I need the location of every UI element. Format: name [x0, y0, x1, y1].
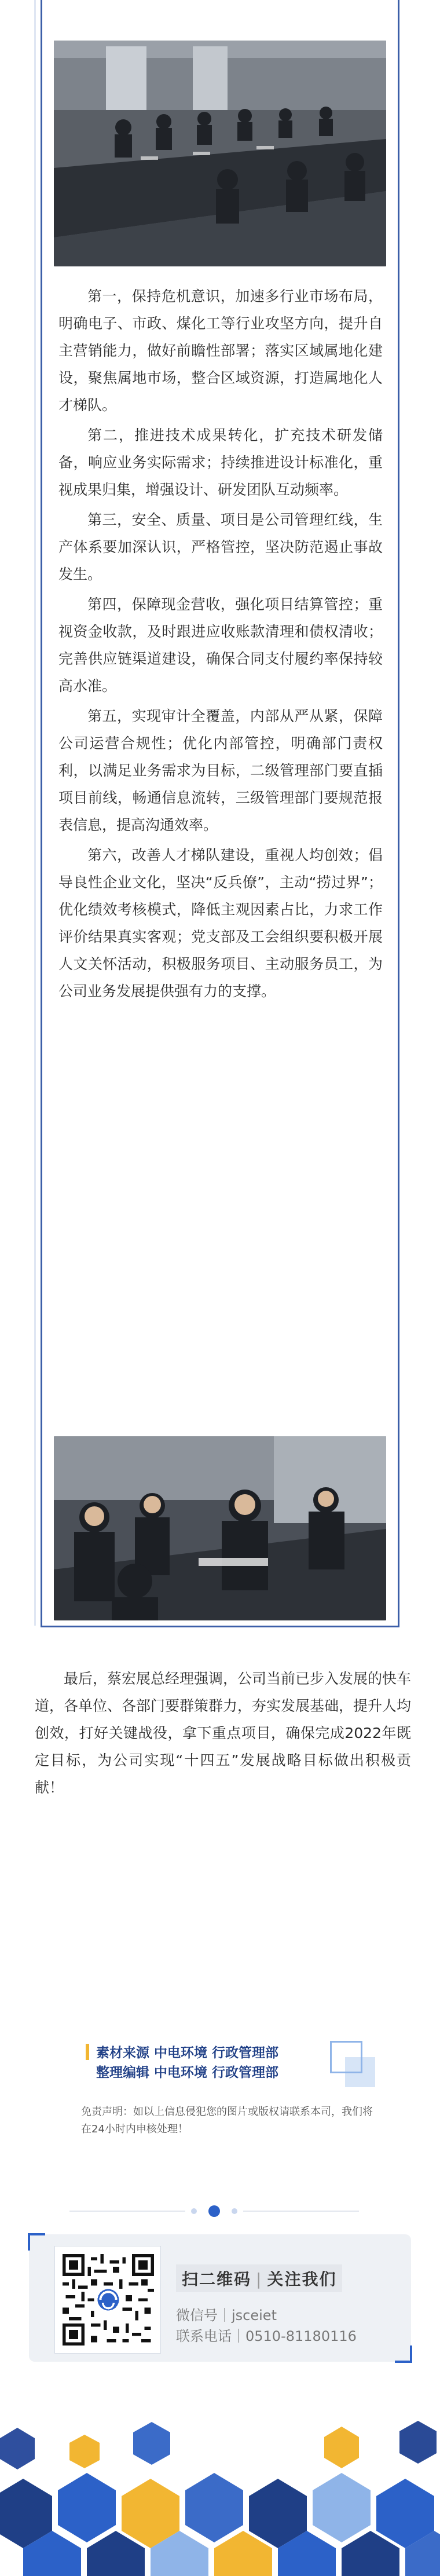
- paragraph-3: 第三，安全、质量、项目是公司管理红线，生产体系要加深认识，严格管控，坚决防范遏止事故发生。: [58, 511, 383, 583]
- wechat-id: 微信号｜jsceiet: [176, 2307, 277, 2323]
- paragraph-4: 第四，保障现金营收，强化项目结算管控；重视资金收款，及时跟进应收账款清理和债权清收；完善供应链渠道建设，确保合同支付履约率保持较高水准。: [58, 596, 383, 694]
- hexagon-pattern-decoration: [0, 2415, 440, 2576]
- meeting-photo-bottom: [54, 1436, 386, 1620]
- paragraph-6: 第六，改善人才梯队建设，重视人均创效；倡导良性企业文化，坚决“反兵僚”，主动“捞过界”；优化绩效考核模式，降低主观因素占比，力求工作评价结果真实客观；党支部及工会组织要积极开展人文关怀活动，积极服务项目、主动服务员工，为公司业务发展提供强有力的支撑。: [58, 847, 383, 1000]
- credit-source: 素材来源 中电环境 行政管理部: [86, 2043, 278, 2063]
- article-card: [41, 0, 399, 1627]
- qr-code-icon[interactable]: [63, 2254, 154, 2346]
- contact-phone: 联系电话｜0510-81180116: [176, 2328, 357, 2344]
- closing-paragraph: 最后，蔡宏展总经理强调，公司当前已步入发展的快车道，各单位、各部门要群策群力，夯实发展基础，提升人均创效，打好关键战役，拿下重点项目，确保完成2022年既定目标，为公司实现“十四五”发展战略目标做出积极贡献！: [35, 1670, 412, 1796]
- paragraph-2: 第二，推进技术成果转化，扩充技术研发储备，响应业务实际需求；持续推进设计标准化，重视成果归集，增强设计、研发团队互动频率。: [58, 427, 383, 498]
- contact-card: [29, 2234, 411, 2362]
- section-divider: [0, 2205, 440, 2217]
- paragraph-1: 第一，保持危机意识，加速多行业市场布局，明确电子、市政、煤化工等行业攻坚方向，提升自主营销能力，做好前瞻性部署；落实区域属地化建设，聚焦属地市场，整合区域资源，打造属地化人才梯队。: [58, 288, 383, 414]
- disclaimer-text: 免责声明：如以上信息侵犯您的图片或版权请联系本司，我们将在24小时内申核处理！: [81, 2106, 373, 2135]
- credit-editor: 整理编辑 中电环境 行政管理部: [96, 2065, 279, 2080]
- meeting-photo-top: [54, 41, 386, 266]
- article-body: [58, 283, 383, 1008]
- credits-box: [81, 2043, 382, 2171]
- qr-heading: 扫二维码 | 关注我们: [176, 2264, 342, 2292]
- paragraph-5: 第五，实现审计全覆盖，内部从严从紧，保障公司运营合规性；优化内部管控，明确部门责权利，以满足业务需求为目标，二级管理部门要直插项目前线，畅通信息流转，三级管理部门要规范报表信息，提高沟通效率。: [58, 708, 383, 833]
- divider-dot-icon: [208, 2205, 220, 2217]
- decor-square-outline: [330, 2041, 362, 2073]
- credit-bar-icon: [86, 2044, 89, 2060]
